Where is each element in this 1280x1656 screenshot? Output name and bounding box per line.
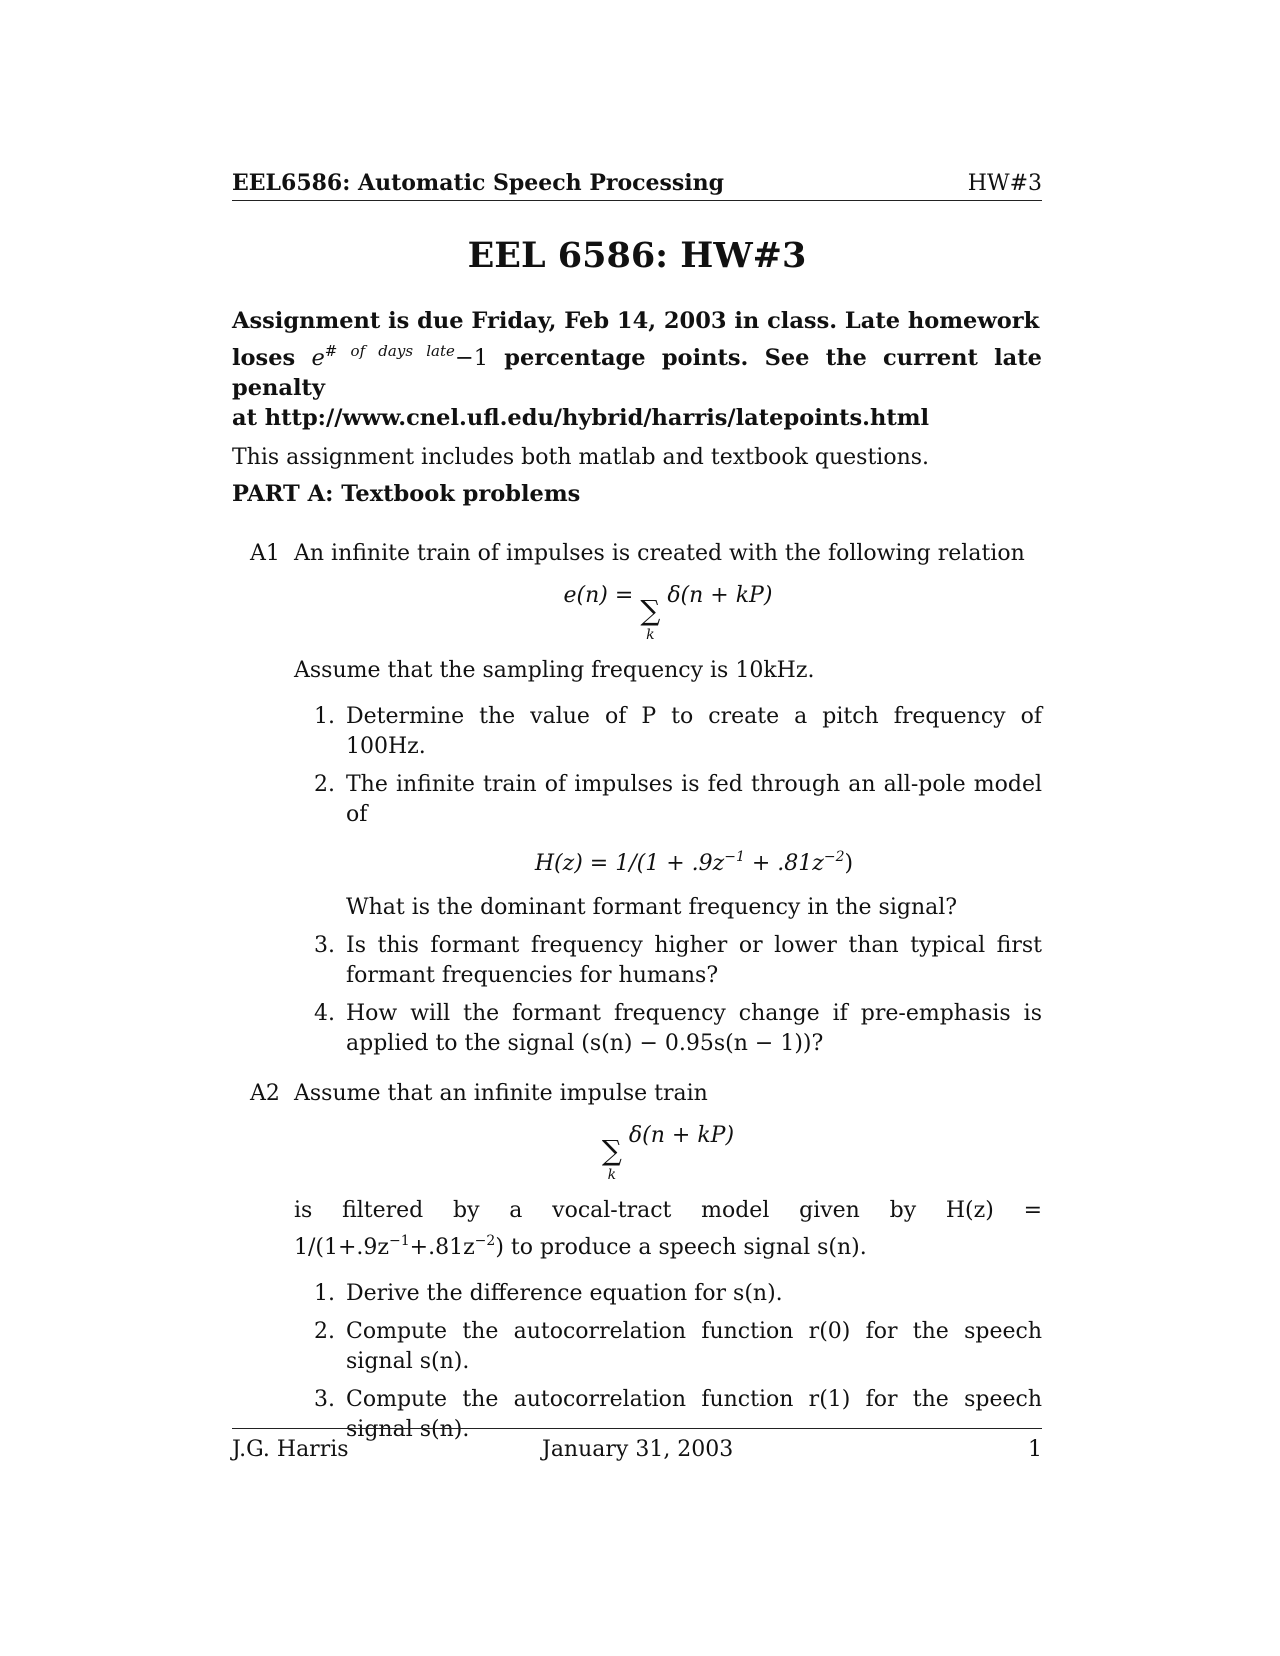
equation-impulse-train [294, 581, 1042, 642]
header-course: EEL6586: Automatic Speech Processing [232, 170, 725, 196]
item-text: The infinite train of impulses is fed through an all-pole model of [346, 772, 1042, 827]
page-footer [232, 1428, 1042, 1462]
item-text: Determine the value of P to create a pitch frequency of 100Hz. [346, 704, 1042, 759]
equation-impulse-train-2 [294, 1121, 1042, 1182]
h-eq-mid: + .81z [744, 851, 824, 876]
list-item [294, 931, 1042, 991]
h-eq-exp1: −1 [724, 849, 745, 865]
list-item [294, 770, 1042, 923]
item-text: Compute the autocorrelation function r(1) for the speech signal s(n). [346, 1387, 1042, 1442]
filtered-exp1: −1 [389, 1233, 410, 1249]
h-eq-end: ) [844, 851, 854, 876]
a1-items [294, 702, 1042, 1059]
h-eq-exp2: −2 [823, 849, 845, 865]
filtered-pre: is filtered by a vocal-tract model given by H(z) = 1/(1+.9z [294, 1198, 1042, 1260]
list-item [294, 702, 1042, 762]
sum-symbol [640, 594, 661, 643]
filtered-text [294, 1196, 1042, 1263]
dominant-question: What is the dominant formant frequency in the signal? [346, 895, 958, 920]
sum-index: k [607, 1167, 617, 1183]
due-loses: loses [232, 345, 296, 371]
intro-text: This assignment includes both matlab and textbook questions. [232, 445, 930, 470]
assume-sampling: Assume that the sampling frequency is 10kHz. [294, 658, 815, 683]
sum-symbol [601, 1134, 622, 1183]
item-number: 3. [314, 933, 335, 958]
filtered-exp2: −2 [474, 1233, 496, 1249]
eq-rhs: δ(n + kP) [628, 1123, 735, 1148]
eq-rhs: δ(n + kP) [667, 583, 773, 608]
page-title: EEL 6586: HW#3 [467, 235, 807, 276]
footer-author: J.G. Harris [232, 1437, 349, 1462]
page [232, 170, 1042, 1453]
sigma-icon: ∑ [640, 594, 661, 627]
list-item [294, 1317, 1042, 1377]
due-notice [232, 306, 1042, 433]
item-number: 1. [314, 704, 335, 729]
equation-transfer-function [346, 842, 1042, 879]
item-number: 2. [314, 772, 335, 797]
problem-a1 [232, 539, 1042, 1059]
item-text: Derive the difference equation for s(n). [346, 1281, 783, 1306]
list-item [294, 1279, 1042, 1309]
item-number: 3. [314, 1387, 335, 1412]
filtered-post: ) to produce a speech signal s(n). [495, 1235, 867, 1260]
item-text: How will the formant frequency change if pre-emphasis is applied to the signal (s(n) − 0.95s(n − 1))? [346, 1001, 1042, 1056]
item-number: 1. [314, 1281, 335, 1306]
header-hw: HW#3 [967, 171, 1042, 196]
due-e: e [311, 345, 325, 371]
footer-date: January 31, 2003 [542, 1437, 734, 1462]
item-number: 4. [314, 1001, 335, 1026]
item-text: Is this formant frequency higher or lower than typical first formant frequencies for humans? [346, 933, 1042, 988]
problem-a2 [232, 1079, 1042, 1445]
footer-page-number: 1 [1028, 1437, 1042, 1462]
list-item [294, 999, 1042, 1059]
due-url: at http://www.cnel.ufl.edu/hybrid/harris/latepoints.html [232, 405, 930, 431]
problem-a2-text: Assume that an infinite impulse train [294, 1081, 708, 1106]
filtered-mid: +.81z [409, 1235, 475, 1260]
eq-lhs: e(n) = [563, 583, 634, 608]
sigma-icon: ∑ [601, 1134, 622, 1167]
part-a-heading: PART A: Textbook problems [232, 481, 581, 507]
problem-a1-text: An infinite train of impulses is created with the following relation [294, 541, 1025, 566]
item-number: 2. [314, 1319, 335, 1344]
due-exponent: # of days late [324, 342, 455, 360]
item-text: Compute the autocorrelation function r(0) for the speech signal s(n). [346, 1319, 1042, 1374]
due-minus-one: −1 [454, 345, 489, 371]
problem-a2-label: A2 [250, 1081, 280, 1106]
due-penalty: percentage points. See the current late penalty [232, 345, 1042, 401]
due-line-1: Assignment is due Friday, Feb 14, 2003 in class. Late homework [232, 308, 1040, 334]
problem-a1-label: A1 [250, 541, 280, 566]
a2-items [294, 1279, 1042, 1445]
h-eq-lhs: H(z) = 1/(1 + .9z [534, 851, 725, 876]
sum-index: k [646, 627, 655, 643]
running-header [232, 170, 1042, 201]
